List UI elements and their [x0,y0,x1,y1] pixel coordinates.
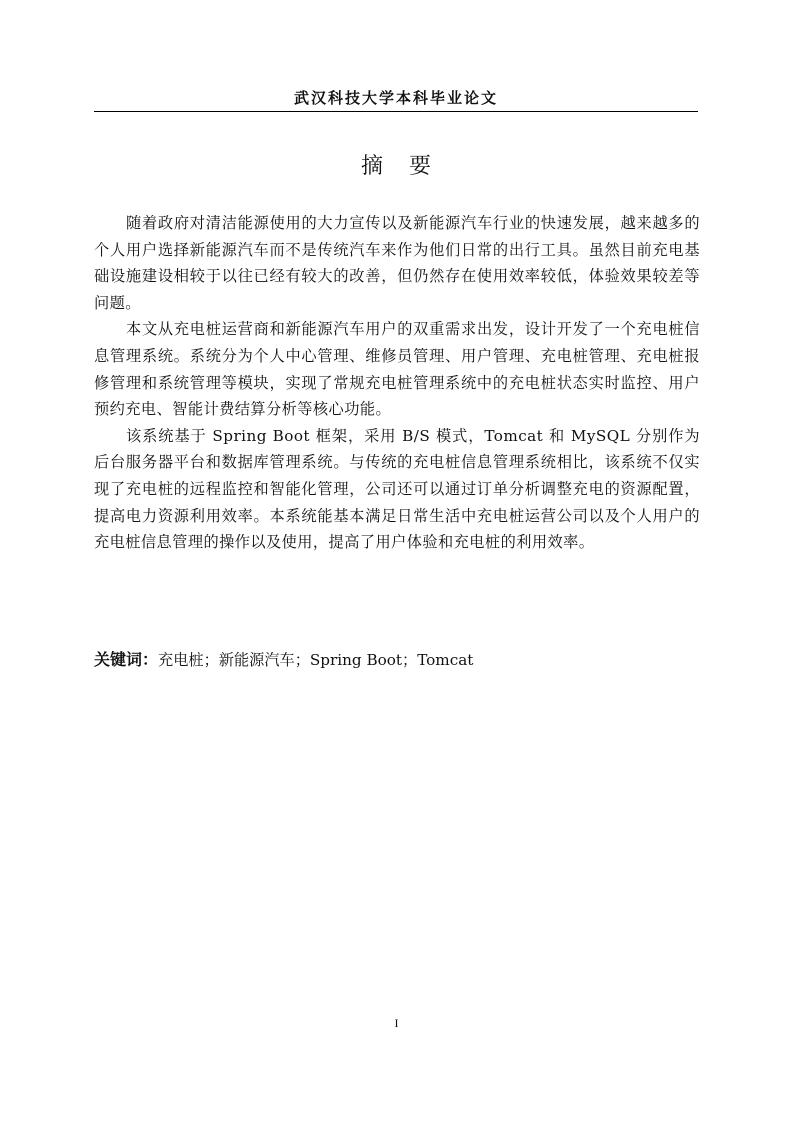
abstract-body [94,210,700,556]
abstract-title-char-1: 摘 [360,154,383,179]
abstract-paragraph-2: 本文从充电桩运营商和新能源汽车用户的双重需求出发，设计开发了一个充电桩信息管理系统。系统分为个人中心管理、维修员管理、用户管理、充电桩管理、充电桩报修管理和系统管理等模块，实现了常规充电桩管理系统中的充电桩状态实时监控、用户预约充电、智能计费结算分析等核心功能。 [94,320,700,419]
abstract-paragraph-3: 该系统基于 Spring Boot 框架，采用 B/S 模式，Tomcat 和 MySQL 分别作为后台服务器平台和数据库管理系统。与传统的充电桩信息管理系统相比，该系统不仅实现了充电桩的远程监控和智能化管理，公司还可以通过订单分析调整充电的资源配置，提高电力资源利用效率。本系统能基本满足日常生活中充电桩运营公司以及个人用户的充电桩信息管理的操作以及使用，提高了用户体验和充电桩的利用效率。 [94,426,700,552]
running-header: 武汉科技大学本科毕业论文 [293,89,498,107]
abstract-title-char-2: 要 [409,154,432,179]
page-number: I [394,1016,399,1030]
keywords-line [94,648,698,672]
header-divider [94,111,698,112]
abstract-title [94,152,698,182]
abstract-paragraph-1: 随着政府对清洁能源使用的大力宣传以及新能源汽车行业的快速发展，越来越多的个人用户选择新能源汽车而不是传统汽车来作为他们日常的出行工具。虽然目前充电基础设施建设相较于以往已经有较大的改善，但仍然存在使用效率较低，体验效果较差等问题。 [94,214,700,312]
keywords-label: 关键词： [94,650,159,669]
keywords-value: 充电桩；新能源汽车；Spring Boot；Tomcat [158,651,474,669]
